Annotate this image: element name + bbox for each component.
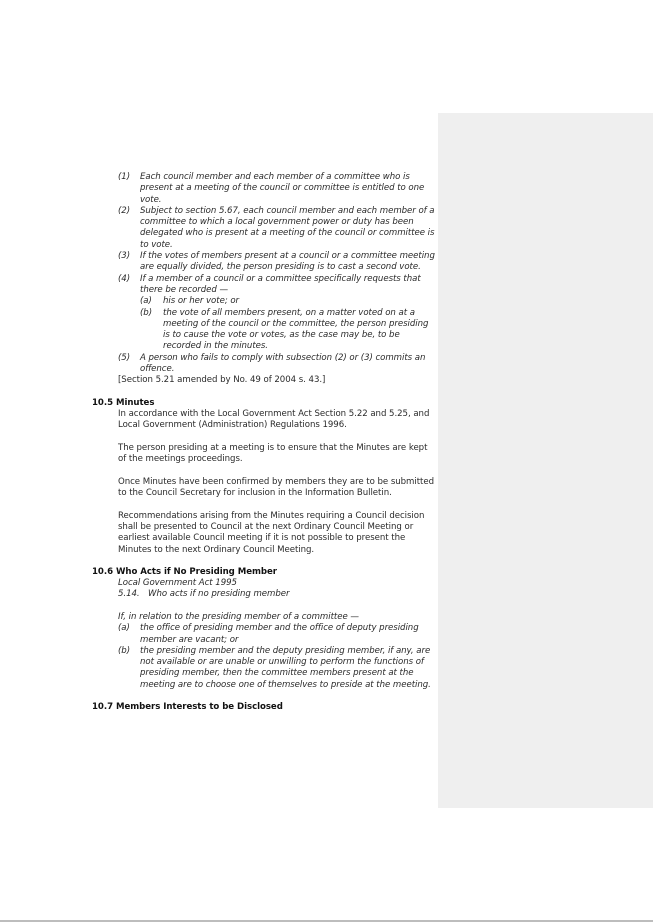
amendment-note: [Section 5.21 amended by No. 49 of 2004 s. 43.] — [118, 375, 326, 386]
list-item-text: the presiding member and the deputy presiding member, if any, are not available or are unable or unwilling to perform the functions of presiding member, then the committee members present at the meeting are to choose one of themselves to preside at the meeting. — [140, 645, 431, 690]
list-item — [92, 172, 437, 206]
sub-list-item-text: the vote of all members present, on a matter voted on at a meeting of the council or the committee, the person presiding is to cause the vote or votes, as the case may be, to be recorded in the minutes. — [163, 307, 429, 352]
sub-list-item — [92, 308, 437, 353]
list-item-text: Each council member and each member of a committee who is present at a meeting of the council or committee is entitled to one vote. — [140, 172, 425, 205]
subsection-title — [92, 589, 437, 600]
subsection-number: 5.14. — [118, 589, 140, 600]
voting-list — [92, 172, 437, 375]
list-item — [92, 646, 437, 691]
comment-margin-panel — [438, 113, 653, 808]
list-item — [92, 251, 437, 274]
list-item-label: (b) — [118, 645, 131, 656]
paragraph: Once Minutes have been confirmed by members they are to be submitted to the Council Secretary for inclusion in the Information Bulletin. — [118, 476, 435, 499]
page-bottom-border — [0, 920, 653, 922]
paragraph: The person presiding at a meeting is to ensure that the Minutes are kept of the meetings proceedings. — [118, 442, 428, 465]
list-item-text: If a member of a council or a committee specifically requests that there be recorded — — [140, 273, 421, 295]
list-item-text: the office of presiding member and the office of deputy presiding member are vacant; or — [140, 623, 419, 645]
sub-list-item-label: (b) — [140, 307, 153, 318]
list-item — [92, 206, 437, 251]
act-name: Local Government Act 1995 — [118, 578, 237, 589]
list-item-label: (1) — [118, 172, 131, 182]
list-item-label: (5) — [118, 352, 131, 363]
sub-list-item — [92, 296, 437, 307]
list-item-text: A person who fails to comply with subsection (2) or (3) commits an offence. — [140, 352, 426, 375]
section-heading-minutes: 10.5 Minutes — [92, 397, 155, 408]
paragraph: Recommendations arising from the Minutes requiring a Council decision shall be presented to Council at the next Ordinary Council Meeting or earliest available Council meeting if it is not possible to present the Minutes to the next Ordinary Council Meeting. — [118, 510, 425, 555]
subsection-title-text: Who acts if no presiding member — [148, 589, 290, 600]
list-item-label: (2) — [118, 205, 131, 216]
section-heading-interests: 10.7 Members Interests to be Disclosed — [92, 702, 283, 713]
list-item — [92, 274, 437, 297]
sub-list-item-label: (a) — [140, 296, 152, 307]
sub-list-item-text: his or her vote; or — [163, 296, 240, 307]
list-item-label: (3) — [118, 251, 131, 262]
document-page — [92, 172, 437, 713]
paragraph: In accordance with the Local Government Act Section 5.22 and 5.25, and Local Government (Administration) Regulations 1996. — [118, 408, 430, 431]
list-item-text: Subject to section 5.67, each council member and each member of a committee to which a local government power or duty has been delegated who is present at a meeting of the council or committee is to vote. — [140, 205, 435, 250]
list-item-text: If the votes of members present at a council or a committee meeting are equally divided, the person presiding is to cast a second vote. — [140, 251, 435, 273]
list-item-label: (4) — [118, 273, 131, 284]
list-item — [92, 623, 437, 646]
section-heading-presiding: 10.6 Who Acts if No Presiding Member — [92, 566, 277, 577]
list-item-label: (a) — [118, 623, 130, 634]
list-item — [92, 353, 437, 376]
intro-text: If, in relation to the presiding member of a committee — — [118, 611, 359, 622]
